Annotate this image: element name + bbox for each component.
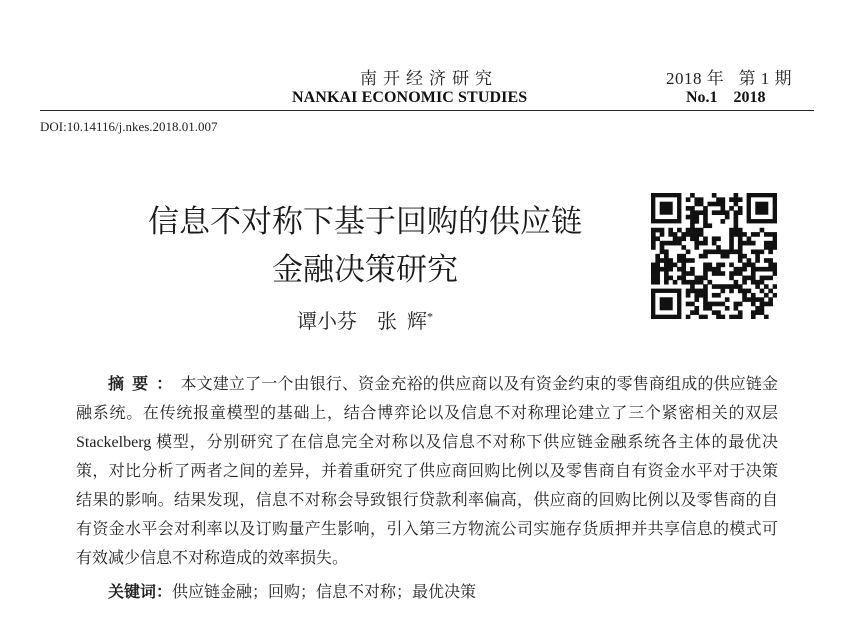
title-line-1: 信息不对称下基于回购的供应链 — [148, 204, 582, 240]
author-names: 谭小芬 张 辉 — [297, 311, 427, 333]
abstract — [76, 370, 778, 573]
journal-name-en: NANKAI ECONOMIC STUDIES — [292, 89, 528, 106]
abstract-text: 本文建立了一个由银行、资金充裕的供应商以及有资金约束的零售商组成的供应链金融系统。在传统报童模型的基础上，结合博弈论以及信息不对称理论建立了三个紧密相关的双层 Stackelberg 模型，分别研究了在信息完全对称以及信息不对称下供应链金融系统各主体的最优决策，对比分析了两者之间的差异，并着重研究了供应商回购比例以及零售商自有资金水平对于决策结果的影响。结果发现，信息不对称会导致银行贷款利率偏高，供应商的回购比例以及零售商的自有资金水平会对利率以及订购量产生影响，引入第三方物流公司实施存货质押并共享信息的模式可有效减少信息不对称造成的效率损失。 — [76, 376, 778, 567]
author-footnote-mark: * — [427, 309, 433, 324]
paper-title — [80, 198, 650, 294]
keywords-label: 关键词： — [108, 584, 173, 601]
authors — [150, 305, 580, 334]
header-divider — [40, 110, 814, 111]
issue-info-en: No.1 2018 — [686, 89, 766, 106]
abstract-label: 摘要： — [108, 376, 181, 393]
journal-name-cn: 南开经济研究 — [360, 69, 498, 88]
doi[interactable]: DOI:10.14116/j.nkes.2018.01.007 — [40, 119, 218, 134]
issue-info-cn: 2018 年 第 1 期 — [666, 69, 792, 88]
keywords — [108, 578, 778, 607]
keywords-text: 供应链金融；回购；信息不对称；最优决策 — [172, 584, 477, 601]
qr-code-icon[interactable] — [651, 193, 777, 319]
title-line-2: 金融决策研究 — [272, 252, 458, 288]
